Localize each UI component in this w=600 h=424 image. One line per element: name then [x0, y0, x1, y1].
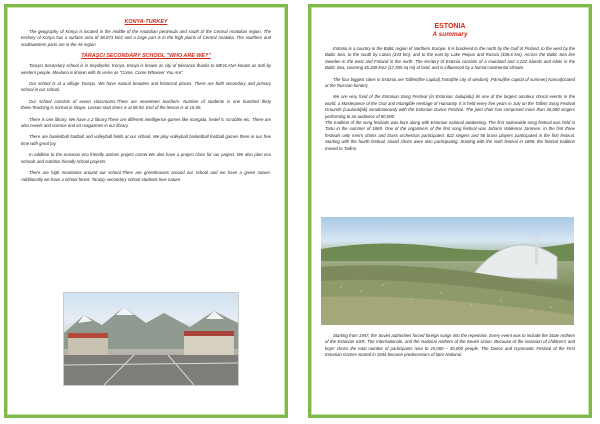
school-paragraph: There are high mountains around our school.There are greenhouses around our school and we have a green nature. Additionally we have a school forest. Taraşçı secondary school students love nature.: [21, 170, 271, 182]
school-paragraph: In addition to the erasmus eco friendly actions project corner.We also have a project class for our project. We also plan eco schools and nutrition friendly school projects.: [21, 152, 271, 164]
estonia-subtitle: A summary: [432, 31, 468, 38]
konya-heading: KONYA-TURKEY: [124, 19, 168, 25]
estonia-title: ESTONIA: [434, 23, 466, 30]
school-paragraph: There is one library. We have a 2 library.There are different intelligence games like mangala, hedef 5, scrabble etc. There are also novels and science and art magazines in our library.: [21, 116, 271, 129]
school-paragraph: Our school consists of seven classrooms.There are seventeen teachers. Number of students is one hundred thirty three.Teaching is normal in shape. Lesson start times is at 08.50. End of the lesson is at 15.50.: [21, 98, 271, 111]
konya-intro: The geography of Konya is located in the middle of the Anatolian peninsula and south of the Central Anatolian region. The territory of Konya has a surface area of 38.873 km2 and a large part is in the high plains of Central Anatolia. The southern and southwestern parts are in the Ak region: [21, 29, 271, 47]
estonia-paragraph: The four biggest cities in Estonia are Tallinn(the capital),Tartu(the city of wisdom) ,Pärnu(the capital of summer),Narva(located at the Russian border).: [325, 76, 575, 89]
estonia-paragraph: The tradition of the song festivals was born along with Estonian national awakening. The first nationwide song festival was held in Tartu in the summer of 1869. One of the organisers of the first song festival was Johann Voldemar Jannsen. In the first three festivals only men's choirs and brass orchestras participated. 822 singers and 56 brass players participated in the first festival. Starting with the fourth festival, mixed choirs were also participating. Starting with the sixth festival in 1896, the festival tradition moved to Tallinn.: [325, 120, 575, 151]
estonia-paragraph: We are very fond of the Estonian Song Festival (in Estonian: laulupidu) its one of the largest amateur choral events in the world, a Masterpiece of the Oral and Intangible Heritage of Humanity. It is held every five years in July on the Tallinn Song Festival Grounds (Lauluväljak) simultaneously with the Estonian Dance Festival. The joint choir has comprised more than 30,000 singers performing to an audience of 80,000.: [325, 94, 575, 119]
school-photo: [63, 292, 239, 386]
estonia-bottom-paragraph: Starting from 1947, the Soviet authorities forced foreign songs into the repertoire. Every event was to include the State Anthem of the Estonian SSR, The Internationale, and the National Anthem of the Soviet Union. Because of the inclusion of children's and boys' choirs the total number of participants rose to 25,000 – 30,000 people. The Dance and Gymnastic Festival of the First Estonian Games started in 1934 became predecessors of later National: [325, 333, 575, 358]
estonia-paragraph: Estonia is a country in the Baltic region of Northern Europe. It is bordered to the north by the Gulf of Finland, to the west by the Baltic Sea, to the south by Latvia (343 km), and to the east by Lake Peipus and Russia (338.6 km). Across the Baltic Sea lies Sweden in the west and Finland in the north. The territory of Estonia consists of a mainland and 2,222 islands and islets in the Baltic Sea, covering 45,339 km2 (17,505 sq mi) of land, and is influenced by a humid continental climate.: [325, 46, 575, 71]
school-heading: TARAŞCI SECONDARY SCHOOL "WHO ARE WE?": [81, 53, 211, 60]
right-page: [308, 4, 592, 418]
school-paragraph: Our school is at a village Taraşçı. We have natural beauties and historical places. There are both secondary and primary school in our school.: [21, 81, 271, 93]
song-festival-photo: [321, 217, 574, 325]
school-paragraph: There are basketball football and volleyball fields at our school. We play volleyball basketball football games there in our free time with great joy.: [21, 134, 271, 146]
left-page: [4, 4, 288, 418]
school-paragraph: Taraşcı Secondary school is in Seydişehir, Konya. Konya is known as city of tolerance thanks to MEVLANA known as Sufi by western people. Mevlana is known with its verse as "Come, Come Whoever You Are".: [21, 63, 271, 75]
